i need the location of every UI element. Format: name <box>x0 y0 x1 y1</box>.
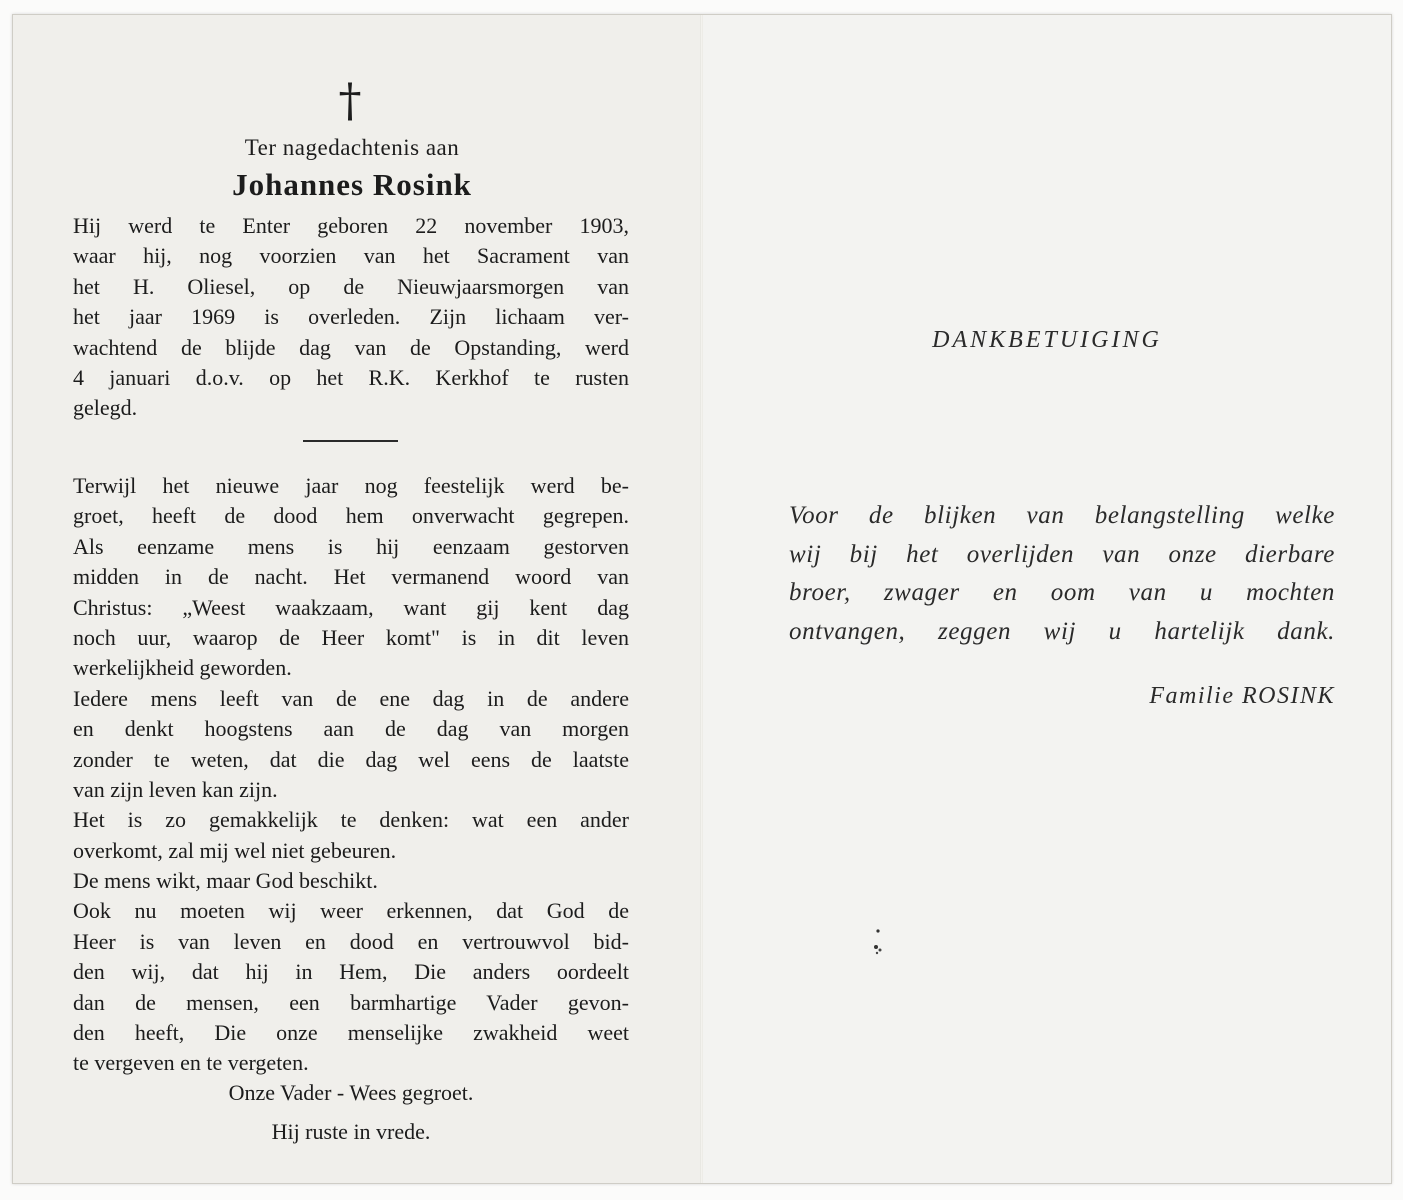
text-line: noch uur, waarop de Heer komt" is in dit leven <box>73 624 629 650</box>
folded-card <box>12 14 1392 1184</box>
text-line: het H. Oliesel, op de Nieuwjaarsmorgen van <box>73 273 629 299</box>
text-line: overkomt, zal mij wel niet gebeuren. <box>73 837 397 863</box>
text-line: Iedere mens leeft van de ene dag in de andere <box>73 685 629 711</box>
text-line: den wij, dat hij in Hem, Die anders oordeelt <box>73 959 629 985</box>
text-line: broer, zwager en oom van u mochten <box>789 579 1335 606</box>
text-line: den heeft, Die onze menselijke zwakheid weet <box>73 1020 629 1046</box>
text-line: gelegd. <box>73 395 138 421</box>
text-line: Heer is van leven en dood en vertrouwvol bid- <box>73 928 629 954</box>
text-line: Terwijl het nieuwe jaar nog feestelijk werd be- <box>73 473 629 498</box>
memorial-panel <box>13 15 700 1183</box>
text-line: waar hij, nog voorzien van het Sacrament van <box>73 243 629 269</box>
memorial-intro: Ter nagedachtenis aan <box>244 135 460 160</box>
text-line: Ook nu moeten wij weer erkennen, dat God de <box>73 898 629 924</box>
text-line: midden in de nacht. Het vermanend woord van <box>73 564 629 590</box>
text-line: en denkt hoogstens aan de dag van morgen <box>73 716 629 742</box>
text-line: Als eenzame mens is hij eenzaam gestorven <box>73 533 629 559</box>
text-line: Voor de blijken van belangstelling welke <box>789 502 1335 529</box>
cross-icon: † <box>338 73 362 127</box>
family-signature: Familie ROSINK <box>1149 683 1335 709</box>
text-line: het jaar 1969 is overleden. Zijn lichaam ver- <box>73 304 629 330</box>
text-line: groet, heeft de dood hem onverwacht gegrepen. <box>73 503 629 529</box>
thanks-panel <box>703 15 1391 1183</box>
thanks-message <box>789 497 1335 651</box>
biography-paragraph <box>73 211 629 424</box>
text-line: van zijn leven kan zijn. <box>73 776 278 802</box>
text-line: Hij werd te Enter geboren 22 november 1903, <box>73 213 629 238</box>
prayer-line: Onze Vader - Wees gegroet. <box>228 1080 474 1105</box>
text-line: wij bij het overlijden van onze dierbare <box>789 540 1335 568</box>
text-line: Het is zo gemakkelijk te denken: wat een ander <box>73 807 629 833</box>
text-line: wachtend de blijde dag van de Opstanding, werd <box>73 334 629 360</box>
text-line: te vergeven en te vergeten. <box>73 1050 309 1076</box>
text-line: ontvangen, zeggen wij u hartelijk dank. <box>789 617 1335 645</box>
text-line: dan de mensen, een barmhartige Vader gevon- <box>73 989 629 1015</box>
text-line: werkelijkheid geworden. <box>73 655 292 681</box>
text-line: Christus: „Weest waakzaam, want gij kent dag <box>73 594 629 620</box>
reflection-paragraph <box>73 471 629 1079</box>
divider <box>303 440 398 442</box>
text-line: De mens wikt, maar God beschikt. <box>73 868 378 894</box>
thanks-title: DANKBETUIGING <box>932 327 1162 353</box>
deceased-name: Johannes Rosink <box>232 167 472 202</box>
ink-speck <box>869 927 887 957</box>
rest-in-peace-line: Hij ruste in vrede. <box>271 1119 431 1144</box>
text-line: 4 januari d.o.v. op het R.K. Kerkhof te rusten <box>73 364 629 390</box>
text-line: zonder te weten, dat die dag wel eens de laatste <box>73 746 629 772</box>
